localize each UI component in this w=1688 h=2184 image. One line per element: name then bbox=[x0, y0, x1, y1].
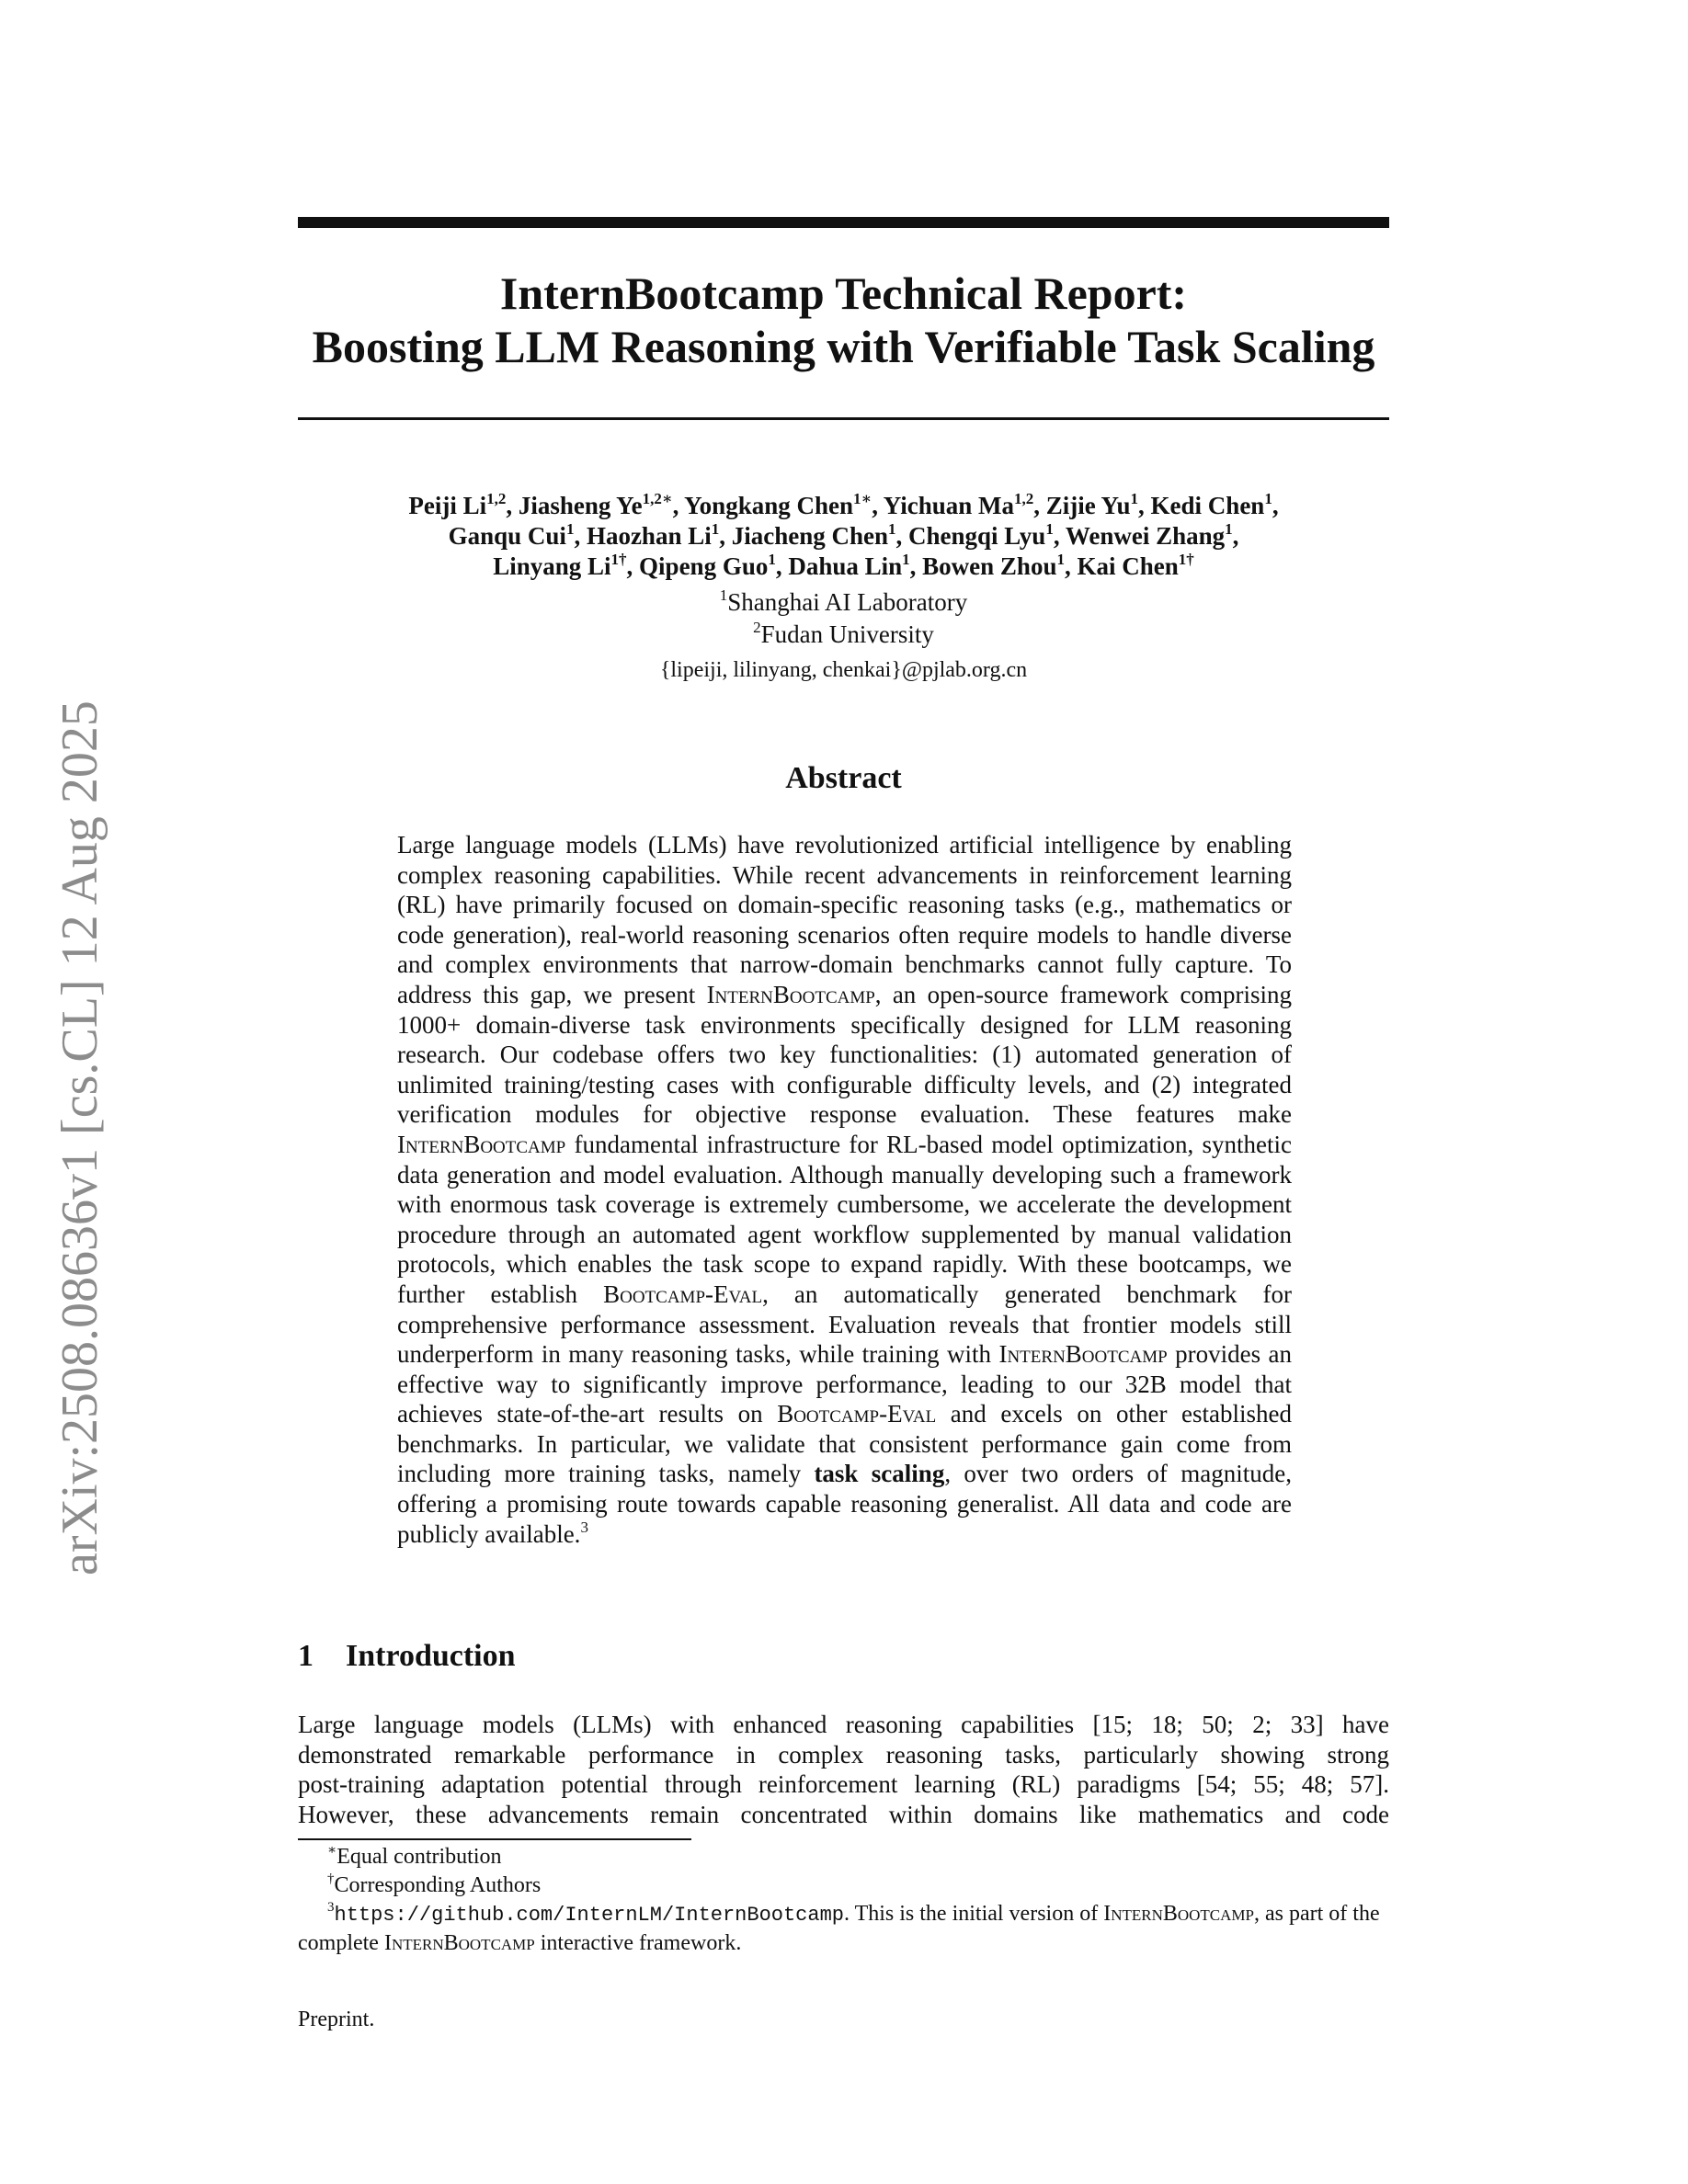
author-name: Dahua Lin bbox=[788, 552, 903, 580]
framework-name: InternBootcamp bbox=[397, 1130, 566, 1158]
abstract-run: fundamental infrastructure for RL-based model optimization, synthetic data generation and model evaluation. Although manually developing such a framework with enormous task coverage is extremely cumbersome, we accelerate the development procedure through an automated agent workflow supplemented by manual validation protocols, which enables the task scope to expand rapidly. With these bootcamps, we further establish bbox=[397, 1130, 1292, 1308]
author-line-3: Linyang $Li^{1\dagger}$, Qipeng Guo$^1$, Dahua Lin$^1$, Bowen Zhou$^1$, Kai Chen$^{1\dagger}$ bbox=[493, 551, 1194, 580]
title-line-2: Boosting LLM Reasoning with Verifiable Task Scaling bbox=[312, 321, 1375, 372]
author-affil-mark: 1† bbox=[610, 551, 627, 568]
author-affil-mark: 1 bbox=[888, 520, 896, 538]
footnote-mark: ∗ bbox=[327, 1843, 337, 1858]
abstract-text bbox=[397, 830, 1292, 1549]
author-name: Qipeng Guo bbox=[639, 552, 769, 580]
affiliation-mark: 1 bbox=[719, 586, 728, 604]
intro-line: demonstrated remarkable performance in complex reasoning tasks, particularly showing strong bbox=[298, 1740, 1389, 1769]
author-name: Peiji Li bbox=[408, 492, 487, 519]
abstract-run: , over two orders of magnitude, offering a promising route towards capable reasoning generalist. All data and code are publicly available. bbox=[397, 1460, 1293, 1548]
contact-email: {lipeiji, lilinyang, chenkai}@pjlab.org.cn bbox=[659, 658, 1028, 682]
footnote-equal-contribution bbox=[298, 1843, 1389, 1871]
author-affil-mark: 1∗ bbox=[853, 490, 873, 507]
benchmark-name: Bootcamp-Eval bbox=[603, 1280, 763, 1308]
author-name: Kai Chen bbox=[1077, 552, 1179, 580]
author-name: Chengqi Lyu bbox=[908, 522, 1046, 550]
framework-name: InternBootcamp bbox=[383, 1931, 535, 1955]
abstract-run: and excels on other established benchmarks. In particular, we validate that consistent performance gain come from including more training tasks, namely bbox=[397, 1400, 1292, 1488]
footnote-mark: † bbox=[327, 1871, 335, 1886]
framework-name: InternBootcamp bbox=[706, 980, 875, 1008]
section-title: Introduction bbox=[346, 1639, 516, 1673]
affiliation-mark: 2 bbox=[753, 619, 761, 636]
footnote-rule bbox=[298, 1838, 691, 1840]
arxiv-identifier-stamp: arXiv:2508.08636v1 [cs.CL] 12 Aug 2025 bbox=[51, 700, 108, 1575]
benchmark-name: Bootcamp-Eval bbox=[777, 1400, 937, 1428]
author-affil-mark: 1 bbox=[902, 551, 910, 568]
abstract-run: provides an effective way to significantly improve performance, leading to our 32B model that achieves state-of-the-art results on bbox=[397, 1340, 1293, 1428]
affiliation-name: Fudan University bbox=[760, 620, 934, 648]
author-affil-mark: 1 bbox=[565, 520, 575, 538]
intro-line: However, these advancements remain concentrated within domains like mathematics and code bbox=[298, 1800, 1389, 1828]
footnote-text: . This is the initial version of bbox=[844, 1902, 1104, 1926]
author-line-2: Ganqu Cui$^1$, Haozhan Li$^1$, Jiacheng Chen$^1$, Chengqi Lyu$^1$, Wenwei Zhang$^1$, bbox=[448, 520, 1239, 550]
author-list bbox=[298, 491, 1389, 582]
author-name: Yongkang Chen bbox=[684, 492, 853, 519]
author-affil-mark: 1 bbox=[1264, 490, 1272, 507]
author-affil-mark: 1 bbox=[1045, 520, 1054, 538]
author-affil-mark: 1 bbox=[768, 551, 776, 568]
title-line-1: InternBootcamp Technical Report: bbox=[499, 267, 1188, 319]
footnote-ref[interactable]: 3 bbox=[580, 1518, 588, 1536]
title-top-rule bbox=[298, 217, 1389, 228]
author-name: Yichuan Ma bbox=[883, 492, 1015, 519]
framework-name: InternBootcamp bbox=[998, 1340, 1168, 1369]
author-name: Bowen Zhou bbox=[922, 552, 1057, 580]
affiliation-name: Shanghai AI Laboratory bbox=[727, 588, 968, 616]
footnote-text: Corresponding Authors bbox=[334, 1873, 542, 1897]
section-number: 1 bbox=[298, 1639, 314, 1673]
affiliation-2 bbox=[298, 620, 1389, 649]
abstract-heading: Abstract bbox=[785, 761, 902, 795]
footnotes bbox=[298, 1843, 1389, 1958]
author-name: Haozhan Li bbox=[586, 522, 712, 550]
preprint-label: Preprint. bbox=[298, 2008, 375, 2031]
introduction-text bbox=[298, 1710, 1389, 1829]
footnote-text: , as part of the complete bbox=[298, 1902, 1380, 1955]
author-name: Jiacheng Chen bbox=[731, 522, 888, 550]
author-name: Jiasheng Ye bbox=[518, 492, 643, 519]
author-affil-mark: 1,2∗ bbox=[642, 490, 673, 507]
author-name: Wenwei Zhang bbox=[1065, 522, 1226, 550]
author-affil-mark: 1 bbox=[1130, 490, 1139, 507]
footnote-corresponding bbox=[298, 1871, 1389, 1900]
framework-name: InternBootcamp bbox=[1103, 1902, 1254, 1926]
author-name: Ganqu Cui bbox=[448, 522, 566, 550]
author-affil-mark: 1 bbox=[711, 520, 720, 538]
author-name: Kedi Chen bbox=[1150, 492, 1265, 519]
author-affil-mark: 1 bbox=[1056, 551, 1065, 568]
footnote-text: interactive framework. bbox=[534, 1931, 742, 1955]
author-affil-mark: 1 bbox=[1225, 520, 1233, 538]
abstract-run: Large language models (LLMs) have revolutionized artificial intelligence by enabling complex reasoning capabilities. While recent advancements in reinforcement learning (RL) have primarily focused on domain-specific reasoning tasks (e.g., mathematics or code generation), real-world reasoning scenarios often require models to handle diverse and complex environments that narrow-domain benchmarks cannot fully capture. To address this gap, we present bbox=[397, 831, 1292, 1008]
abstract-run: , an open-source framework comprising 1000+ domain-diverse task environments specifically designed for LLM reasoning research. Our codebase offers two key functionalities: (1) automated generation of unlimited training/testing cases with configurable difficulty levels, and (2) integrated verification modules for objective response evaluation. These features make bbox=[397, 980, 1293, 1129]
author-name: Zijie Yu bbox=[1045, 492, 1131, 519]
footnote-mark: 3 bbox=[327, 1900, 335, 1915]
section-heading-introduction bbox=[298, 1639, 516, 1674]
author-line-1: Peiji Li$^{1,2}$, Jiasheng $Ye^{1,2∗}$, Yongkang Chen$^{1∗}$, Yichuan Ma$^{1,2}$, Zijie Yu$^1$, Kedi Chen$^1$, bbox=[408, 490, 1279, 519]
footnote-text: Equal contribution bbox=[336, 1845, 502, 1869]
affiliation-1 bbox=[298, 588, 1389, 617]
footnote-repository bbox=[298, 1900, 1389, 1958]
repository-link[interactable]: https://github.com/InternLM/InternBootcamp bbox=[334, 1904, 844, 1927]
intro-line: Large language models (LLMs) with enhanced reasoning capabilities [15; 18; 50; 2; 33] have bbox=[298, 1711, 1389, 1738]
author-affil-mark: 1,2 bbox=[1014, 490, 1034, 507]
title-bottom-rule bbox=[298, 417, 1389, 420]
intro-line: post-training adaptation potential through reinforcement learning (RL) paradigms [54; 55; 48; 57]. bbox=[298, 1770, 1389, 1799]
paper-title bbox=[298, 267, 1389, 373]
bold-term: task scaling bbox=[814, 1460, 945, 1488]
author-affil-mark: 1,2 bbox=[486, 490, 507, 507]
abstract-run: , an automatically generated benchmark for comprehensive performance assessment. Evaluation reveals that frontier models still underperform in many reasoning tasks, while training with bbox=[397, 1280, 1292, 1369]
author-affil-mark: 1† bbox=[1178, 551, 1194, 568]
author-name: Linyang Li bbox=[493, 552, 611, 580]
